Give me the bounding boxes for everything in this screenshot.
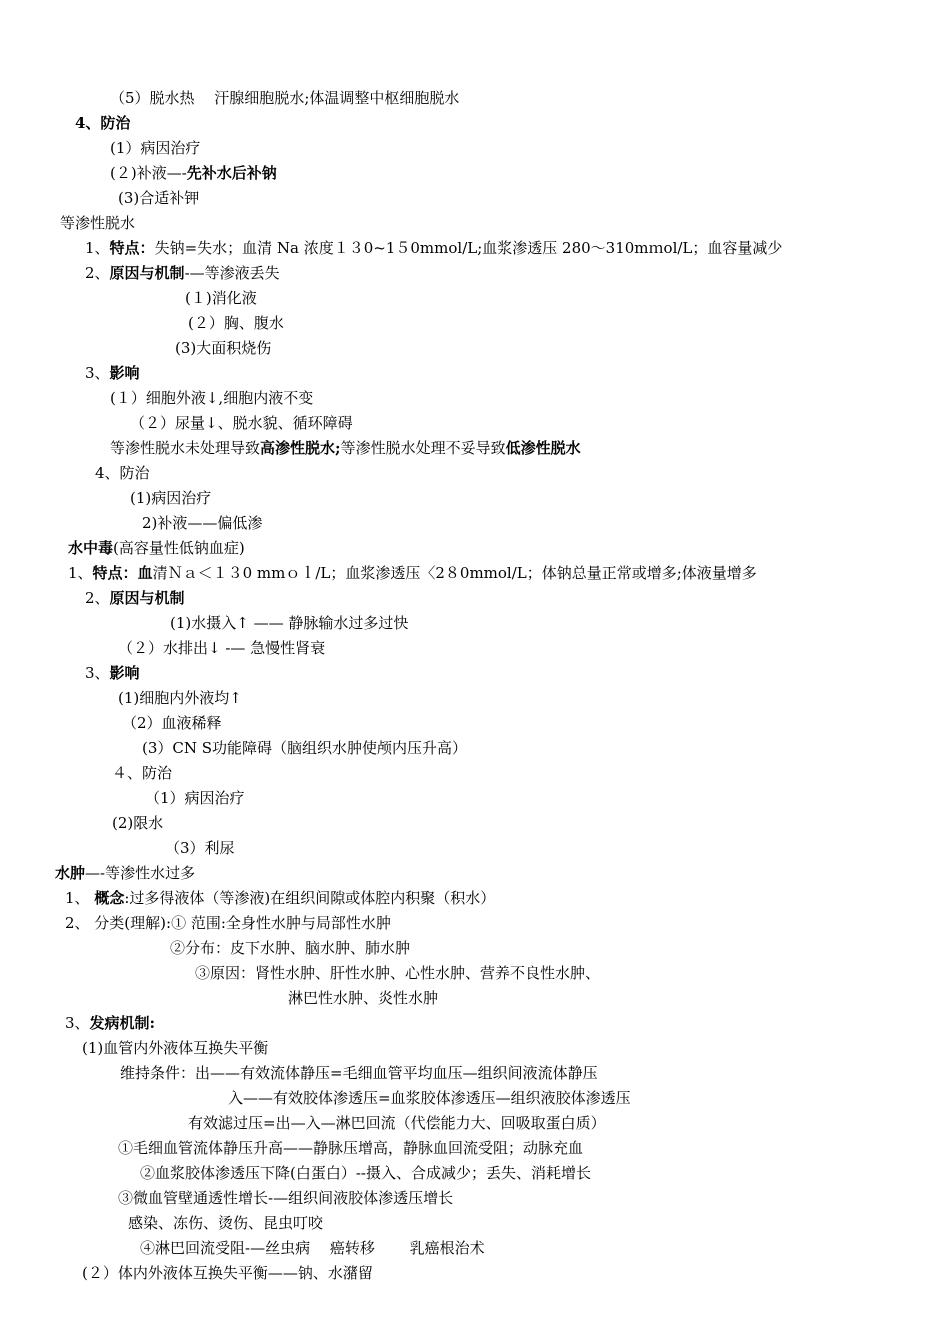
text-line bbox=[55, 863, 195, 883]
text-run: (1)血管内外液体互换失平衡 bbox=[82, 1039, 269, 1057]
text-run: 2、 分类(理解):① 范围:全身性水肿与局部性水肿 bbox=[65, 914, 391, 932]
text-line bbox=[60, 213, 135, 233]
text-run: -—等渗液丢失 bbox=[184, 264, 280, 282]
text-line bbox=[65, 913, 391, 933]
text-run: ③微血管壁通透性增长-—组织间液胶体渗透压增长 bbox=[118, 1189, 454, 1207]
text-run: (3)大面积烧伤 bbox=[175, 339, 272, 357]
text-run: 等渗性脱水 bbox=[60, 214, 136, 232]
text-run: 2、 bbox=[85, 264, 110, 282]
bold-text: 低渗性脱水 bbox=[505, 439, 581, 457]
text-line bbox=[228, 1088, 631, 1108]
text-run: 感染、冻伤、烫伤、昆虫叮咬 bbox=[128, 1214, 324, 1232]
text-run: ②血浆胶体渗透压下降(白蛋白）--摄入、合成减少；丢失、消耗增长 bbox=[140, 1164, 591, 1182]
text-run: (1）病因治疗 bbox=[110, 139, 201, 157]
bold-text: 水中毒 bbox=[68, 539, 114, 557]
text-line bbox=[110, 388, 313, 408]
bold-text: 高渗性脱水; bbox=[260, 439, 341, 457]
text-run: (3）CN S功能障碍（脑组织水肿使颅内压升高） bbox=[142, 739, 468, 757]
text-run: ②分布：皮下水肿、脑水肿、肺水肿 bbox=[170, 939, 411, 957]
text-line bbox=[170, 938, 410, 958]
text-line bbox=[145, 788, 245, 808]
text-run: （２）尿量↓、脱水貌、循环障碍 bbox=[130, 414, 353, 432]
text-line bbox=[118, 1138, 583, 1158]
text-run: (3)合适补钾 bbox=[118, 189, 200, 207]
text-line bbox=[82, 1263, 373, 1283]
bold-text: 概念 bbox=[94, 889, 125, 907]
text-line bbox=[130, 488, 211, 508]
text-line bbox=[170, 613, 408, 633]
text-run: (2)限水 bbox=[112, 814, 164, 832]
text-run: (1)细胞内外液均↑ bbox=[118, 689, 242, 707]
bold-text: 发病机制: bbox=[89, 1014, 156, 1032]
text-run: 2)补液——偏低渗 bbox=[142, 514, 263, 532]
text-run: ①毛细血管流体静压升高——静脉压增高，静脉血回流受阻；动脉充血 bbox=[118, 1139, 584, 1157]
text-run: 4、防治 bbox=[95, 464, 150, 482]
bold-text: 特点： bbox=[109, 239, 155, 257]
text-run: 等渗性脱水处理不妥导致 bbox=[340, 439, 506, 457]
text-run: ④淋巴回流受阻-—丝虫病 癌转移 乳癌根治术 bbox=[140, 1239, 485, 1257]
text-run: 3、 bbox=[65, 1014, 90, 1032]
text-run: (高容量性低钠血症) bbox=[113, 539, 245, 557]
text-line bbox=[85, 363, 140, 383]
text-line bbox=[110, 138, 200, 158]
text-run: (２）体内外液体互换失平衡——钠、水潴留 bbox=[82, 1264, 373, 1282]
text-line bbox=[85, 588, 185, 608]
text-line bbox=[288, 988, 438, 1008]
text-run: 入——有效胶体渗透压=血浆胶体渗透压—组织液胶体渗透压 bbox=[228, 1089, 631, 1107]
text-run: (1)水摄入↑ —— 静脉输水过多过快 bbox=[170, 614, 409, 632]
text-line bbox=[185, 288, 257, 308]
text-run: (１）细胞外液↓,细胞内液不变 bbox=[110, 389, 314, 407]
text-line bbox=[175, 338, 271, 358]
text-run: 等渗性脱水未处理导致 bbox=[110, 439, 261, 457]
text-run: （2）血液稀释 bbox=[122, 714, 222, 732]
text-line bbox=[140, 1238, 485, 1258]
text-run: （1）病因治疗 bbox=[145, 789, 245, 807]
bold-text: 影响 bbox=[109, 364, 140, 382]
text-line bbox=[110, 438, 581, 458]
text-run: 3、 bbox=[85, 664, 110, 682]
text-line bbox=[165, 838, 235, 858]
text-line bbox=[112, 813, 163, 833]
bold-text: 影响 bbox=[109, 664, 140, 682]
text-run: 清Ｎａ＜１３0 mmｏｌ/L；血浆渗透压〈2８0mmol/L；体钠总量正常或增多;体液量增多 bbox=[152, 564, 757, 582]
text-run: 3、 bbox=[85, 364, 110, 382]
text-line bbox=[142, 738, 467, 758]
text-line bbox=[68, 538, 245, 558]
text-run: 1、 bbox=[68, 564, 93, 582]
text-line bbox=[68, 563, 757, 583]
text-run: 1、 bbox=[65, 889, 95, 907]
text-run: (２）胸、腹水 bbox=[188, 314, 284, 332]
text-line bbox=[130, 413, 353, 433]
bold-text: 原因与机制 bbox=[109, 589, 185, 607]
text-line bbox=[118, 688, 242, 708]
text-line bbox=[75, 113, 130, 133]
text-line bbox=[110, 88, 459, 108]
text-line bbox=[65, 888, 495, 908]
bold-text: 水肿 bbox=[55, 864, 86, 882]
text-line bbox=[140, 1163, 591, 1183]
text-run: :过多得液体（等渗液)在组织间隙或体腔内积聚（积水） bbox=[124, 889, 496, 907]
text-line bbox=[85, 663, 140, 683]
bold-text: 血 bbox=[137, 564, 153, 582]
text-run: ③原因：肾性水肿、肝性水肿、心性水肿、营养不良性水肿、 bbox=[195, 964, 601, 982]
text-run: 维持条件：出——有效流体静压=毛细血管平均血压—组织间液流体静压 bbox=[120, 1064, 598, 1082]
text-line bbox=[85, 263, 280, 283]
text-run: 失钠=失水；血清 Na 浓度１３0~1５0mmol/L;血浆渗透压 280～310mｍol/L；血容量减少 bbox=[154, 239, 783, 257]
text-run: (1)病因治疗 bbox=[130, 489, 212, 507]
bold-text: 4、防治 bbox=[75, 114, 131, 132]
text-run: （２）水排出↓ -— 急慢性肾衰 bbox=[118, 639, 326, 657]
bold-text: 先补水后补钠 bbox=[186, 164, 277, 182]
text-line bbox=[118, 638, 325, 658]
text-line bbox=[85, 238, 782, 258]
text-run: 淋巴性水肿、炎性水肿 bbox=[288, 989, 439, 1007]
text-run: ４、防治 bbox=[112, 764, 173, 782]
bold-text: 特点： bbox=[92, 564, 138, 582]
text-line bbox=[110, 163, 277, 183]
text-run: （3）利尿 bbox=[165, 839, 235, 857]
bold-text: 原因与机制 bbox=[109, 264, 185, 282]
text-line bbox=[112, 763, 172, 783]
text-run: (２)补液—- bbox=[110, 164, 187, 182]
text-line bbox=[188, 313, 284, 333]
text-line bbox=[122, 713, 222, 733]
text-line bbox=[118, 1188, 453, 1208]
text-run: 2、 bbox=[85, 589, 110, 607]
text-line bbox=[188, 1113, 606, 1133]
text-run: —-等渗性水过多 bbox=[85, 864, 196, 882]
text-line bbox=[120, 1063, 598, 1083]
text-line bbox=[195, 963, 600, 983]
text-run: 有效滤过压=出—入—淋巴回流（代偿能力大、回吸取蛋白质） bbox=[188, 1114, 606, 1132]
text-line bbox=[118, 188, 199, 208]
text-run: （5）脱水热 汗腺细胞脱水;体温调整中枢细胞脱水 bbox=[110, 89, 460, 107]
text-run: (１)消化液 bbox=[185, 289, 257, 307]
text-line bbox=[142, 513, 262, 533]
text-line bbox=[82, 1038, 268, 1058]
text-line bbox=[95, 463, 150, 483]
text-line bbox=[65, 1013, 155, 1033]
text-line bbox=[128, 1213, 323, 1233]
text-run: 1、 bbox=[85, 239, 110, 257]
